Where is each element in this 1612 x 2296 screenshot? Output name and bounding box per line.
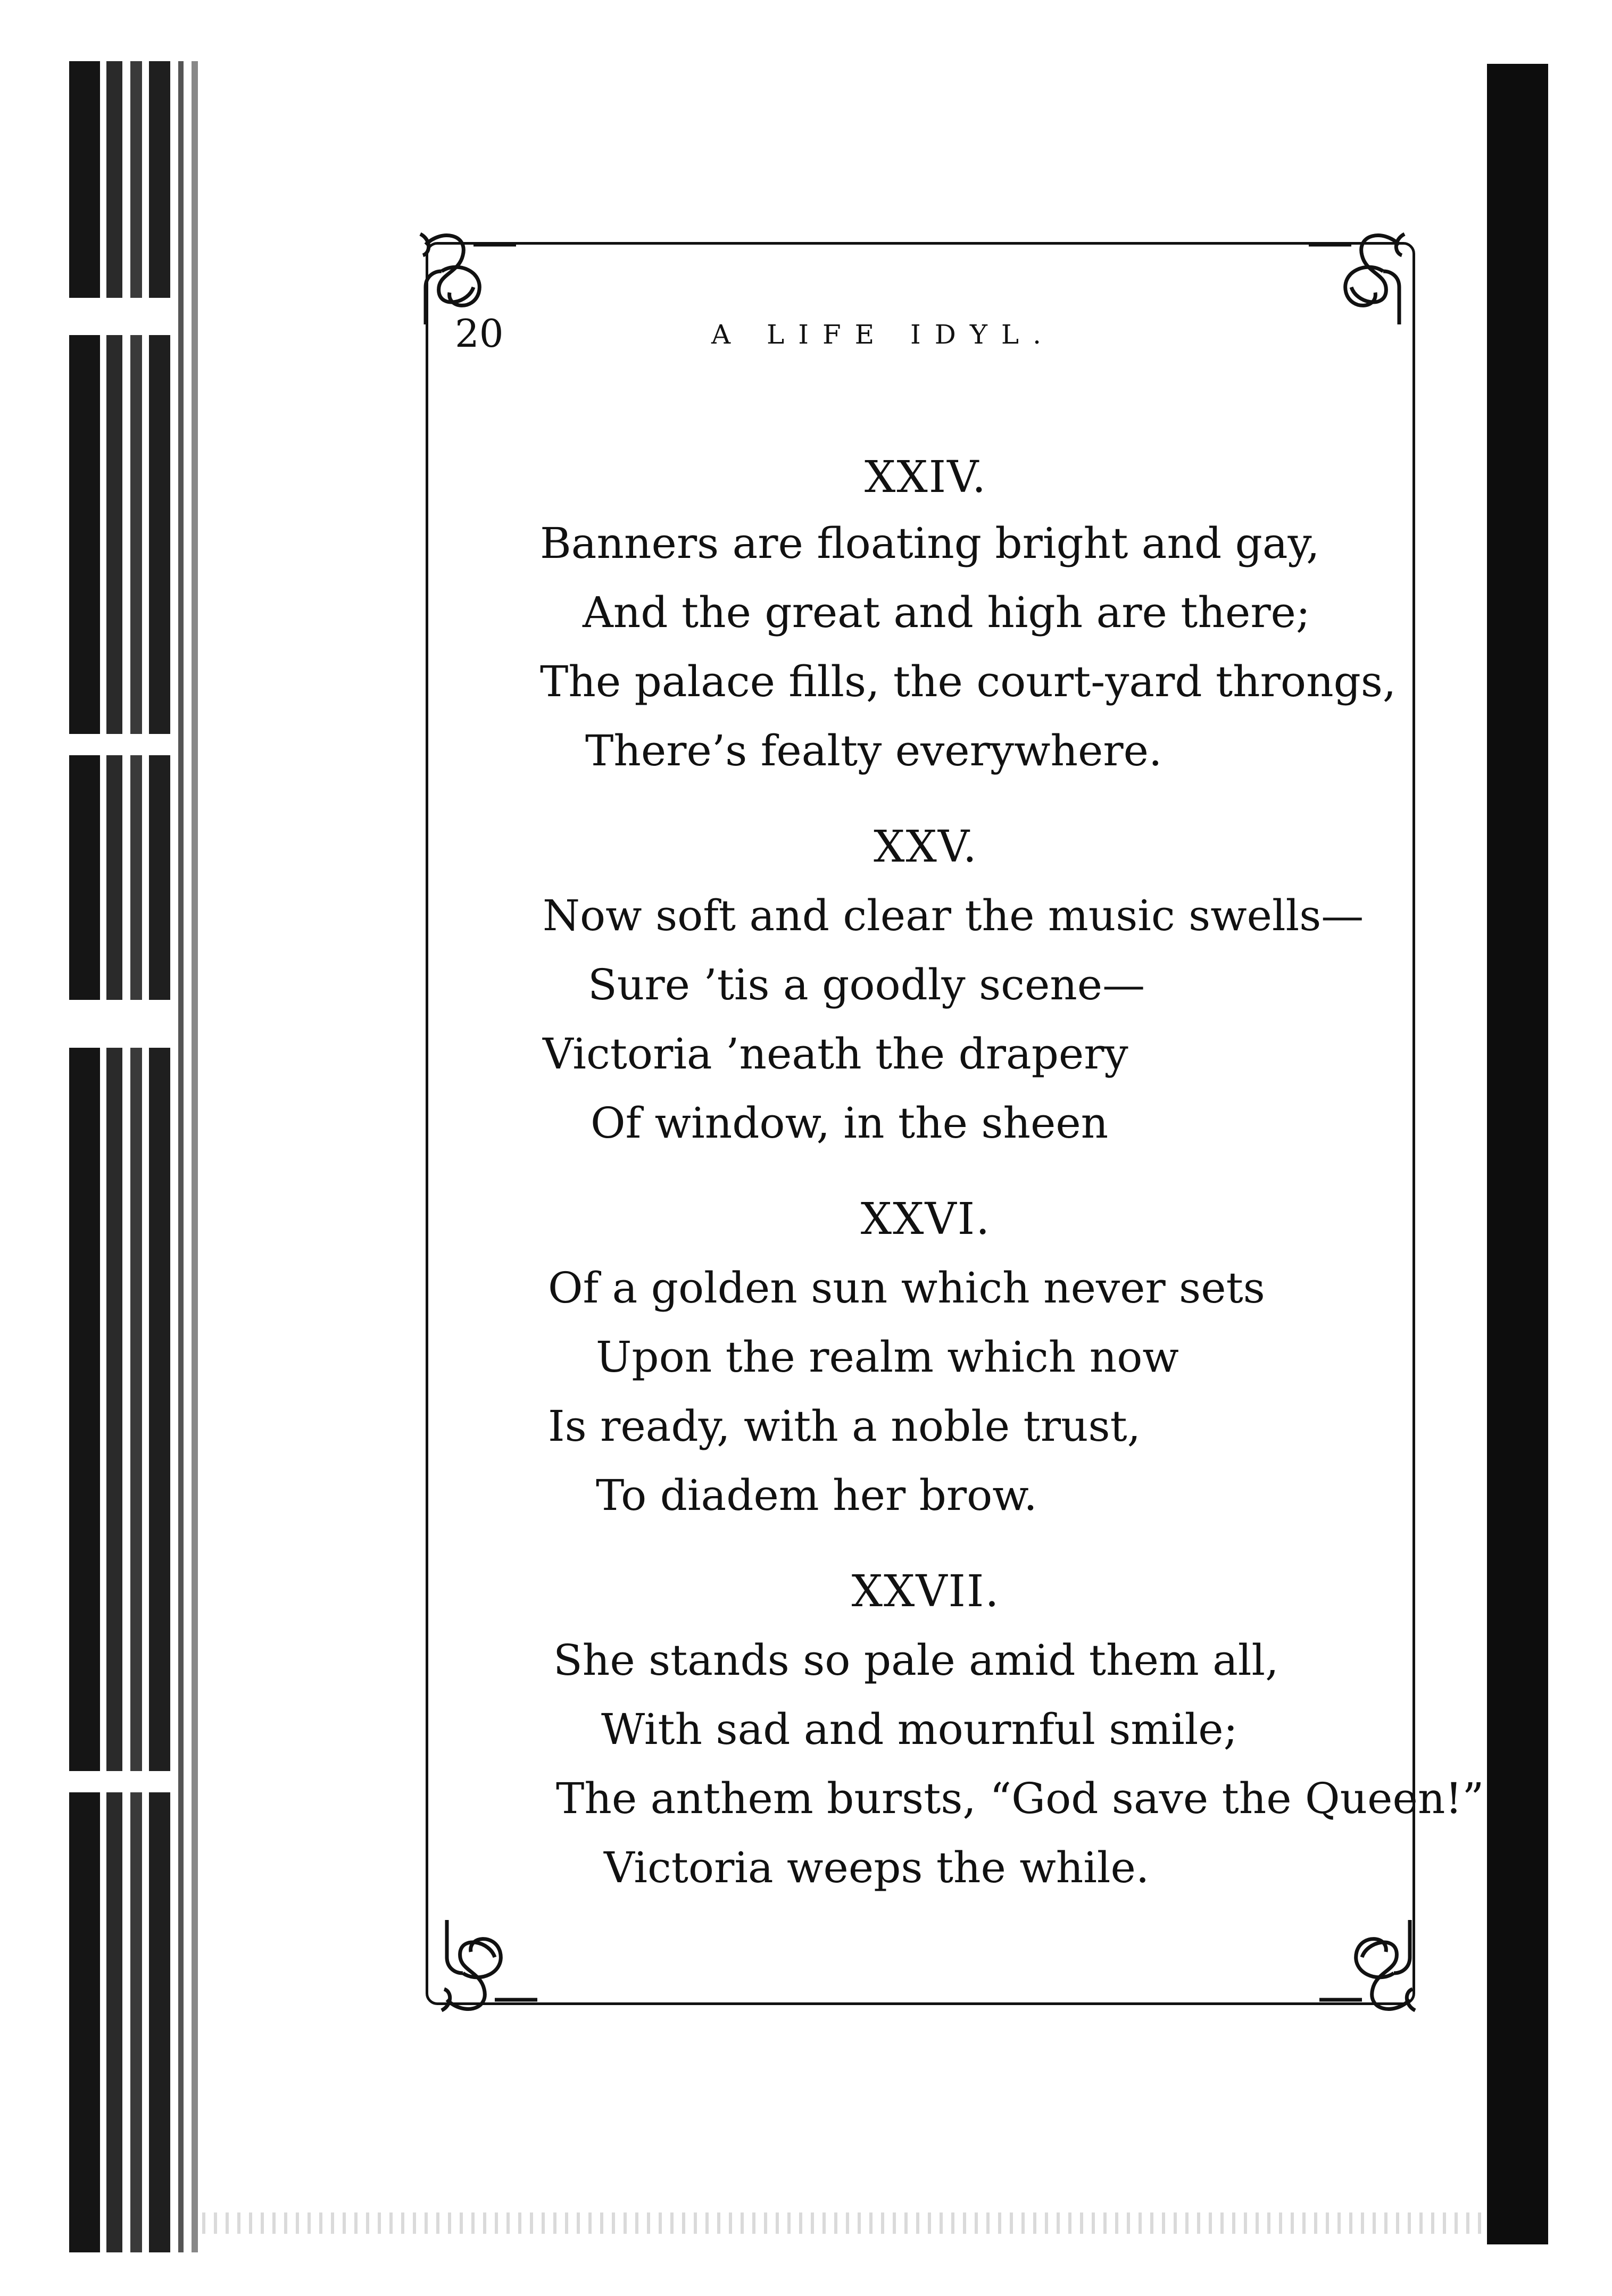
verse-line: Now soft and clear the music swells— xyxy=(543,891,1364,940)
verse-line: The palace fills, the court-yard throngs, xyxy=(540,657,1397,706)
verse-line: Upon the realm which now xyxy=(596,1332,1179,1382)
ornament-corner-icon xyxy=(431,1915,537,2021)
verse-line: Sure ’tis a goodly scene— xyxy=(588,960,1145,1009)
verse-line: To diadem her brow. xyxy=(596,1471,1037,1520)
verse-line: Of a golden sun which never sets xyxy=(548,1263,1265,1313)
verse-line: Banners are floating bright and gay, xyxy=(540,519,1320,568)
scan-gap xyxy=(69,1000,176,1048)
verse-line: Of window, in the sheen xyxy=(591,1098,1109,1148)
binding-edge xyxy=(149,61,170,2252)
ornament-corner-icon xyxy=(1319,1915,1426,2021)
binding-edge xyxy=(69,61,100,2252)
running-head: A LIFE IDYL. xyxy=(711,319,1055,350)
verse-line: The anthem bursts, “God save the Queen!” xyxy=(556,1774,1484,1823)
binding-edge xyxy=(178,61,184,2252)
bottom-scan-noise xyxy=(202,2212,1490,2234)
binding-edge xyxy=(192,61,198,2252)
stanza-number: XXVII. xyxy=(851,1566,1000,1617)
binding-edge xyxy=(106,61,122,2252)
ornament-corner-icon xyxy=(1309,223,1415,330)
scan-gap xyxy=(69,298,176,335)
stanza-number: XXVI. xyxy=(860,1194,991,1245)
verse-line: With sad and mournful smile; xyxy=(601,1705,1238,1754)
verse-line: She stands so pale amid them all, xyxy=(553,1635,1279,1685)
verse-line: And the great and high are there; xyxy=(583,588,1310,637)
verse-line: Is ready, with a noble trust, xyxy=(548,1401,1141,1451)
scan-gap xyxy=(69,1771,176,1792)
verse-line: Victoria ’neath the drapery xyxy=(543,1029,1128,1079)
stanza-number: XXV. xyxy=(874,822,978,872)
scan-gap xyxy=(69,734,176,755)
verse-line: Victoria weeps the while. xyxy=(604,1843,1150,1892)
page-number: 20 xyxy=(455,311,504,356)
verse-line: There’s fealty everywhere. xyxy=(585,726,1162,775)
stanza-number: XXIV. xyxy=(864,452,987,503)
binding-edge xyxy=(130,61,142,2252)
right-edge-band xyxy=(1487,64,1548,2244)
